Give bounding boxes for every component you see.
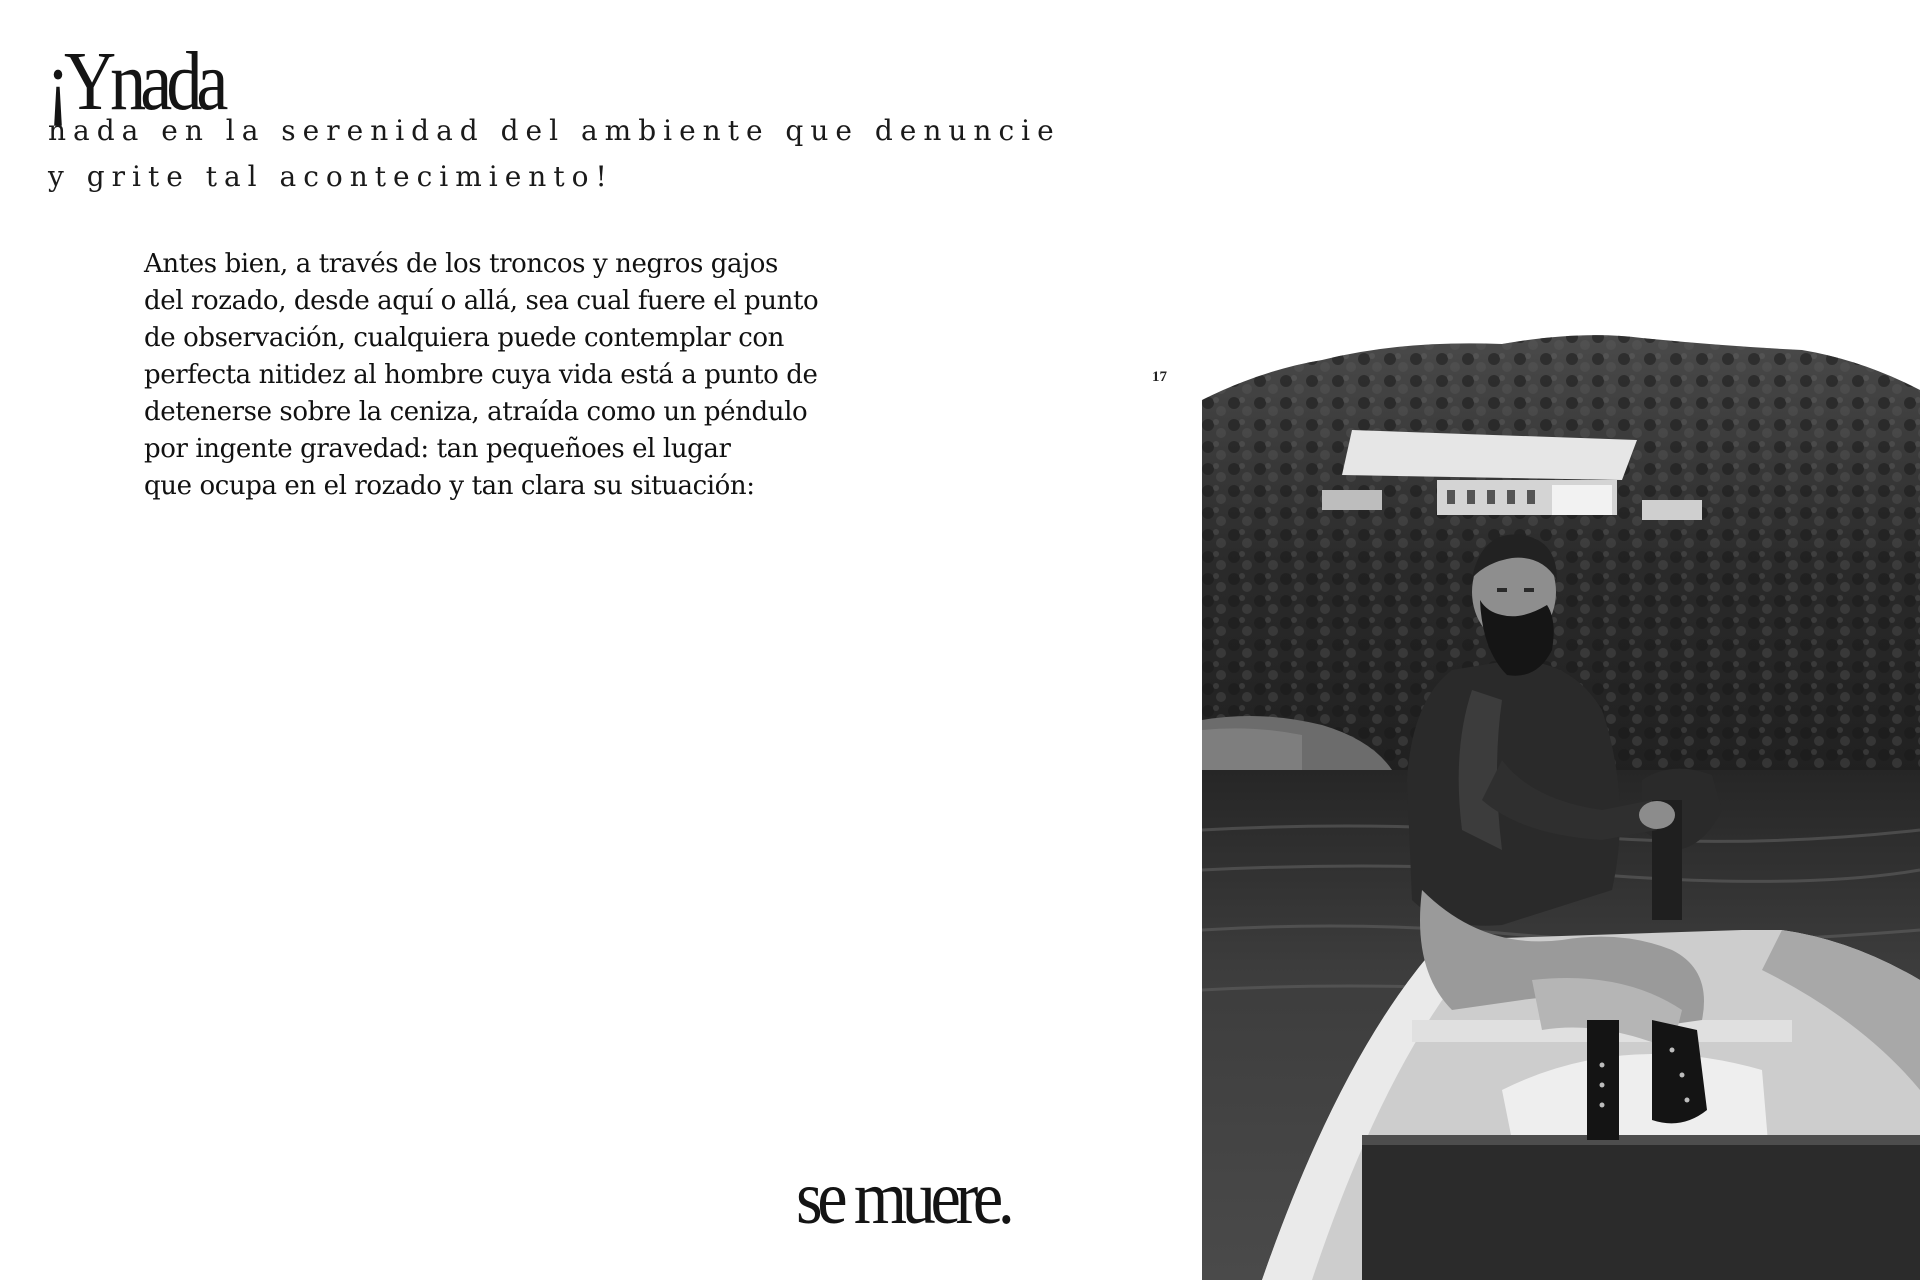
boat-front-plank (1362, 1135, 1920, 1280)
body-line: detenerse sobre la ceniza, atraída como un péndulo (144, 397, 808, 427)
tagline-line: nada en la serenidad del ambiente que denuncie (48, 114, 1061, 147)
page-number: 17 (1152, 369, 1167, 385)
body-line: perfecta nitidez al hombre cuya vida está a punto de (144, 360, 818, 390)
closing-phrase: se muere. (796, 1156, 1010, 1240)
photo-man-in-boat (1202, 330, 1920, 1280)
body-line: que ocupa en el rozado y tan clara su situación: (144, 471, 755, 501)
body-line: del rozado, desde aquí o allá, sea cual fuere el punto (144, 286, 819, 316)
body-line: por ingente gravedad: tan pequeñoes el lugar (144, 434, 731, 464)
man-boot-left (1587, 1020, 1619, 1140)
body-paragraph (144, 246, 904, 505)
body-line: de observación, cualquiera puede contemplar con (144, 323, 784, 353)
body-line: Antes bien, a través de los troncos y negros gajos (144, 249, 778, 279)
headline-tagline (48, 108, 1061, 200)
headline-big-word: ¡Ynada (46, 35, 223, 128)
tagline-line: y grite tal acontecimiento! (48, 160, 614, 193)
photo-illustration (1202, 330, 1920, 1280)
